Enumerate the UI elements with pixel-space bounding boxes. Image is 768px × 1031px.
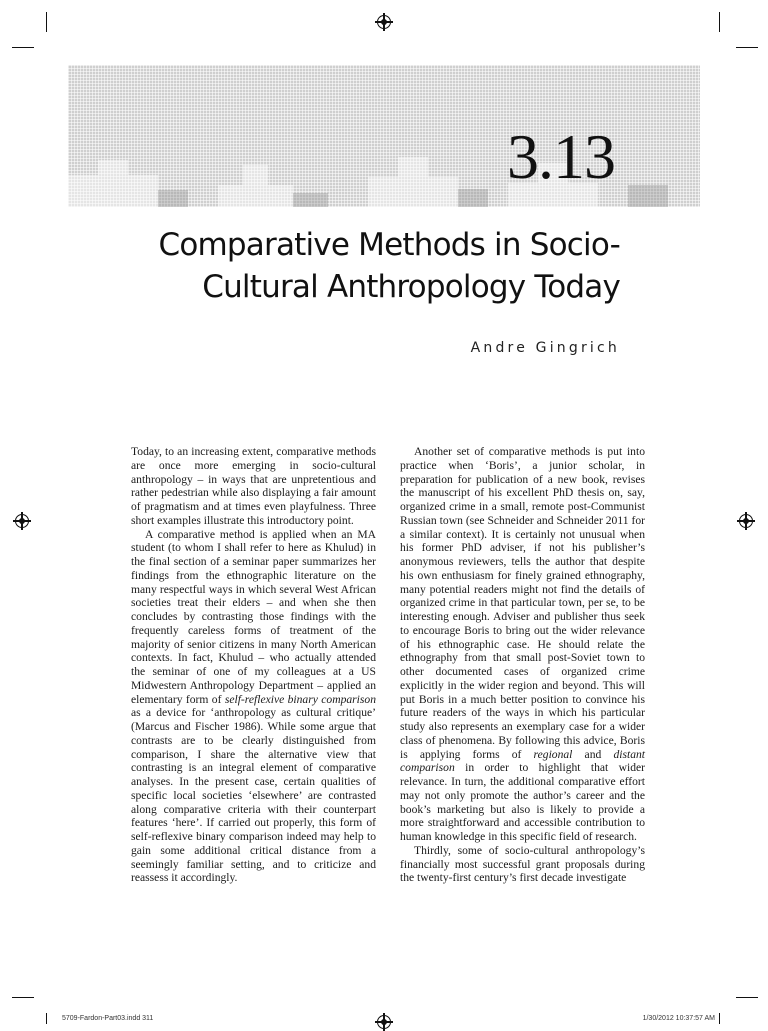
paragraph: Thirdly, some of socio-cultural anthropology’s financially most successful grant proposals during the twenty-first century’s first decade investigate — [400, 843, 645, 885]
emphasis-term: distant comparison — [400, 747, 646, 775]
paragraph-text: in order to highlight that wider relevance. In turn, the additional comparative effort may not only promote the author’s career and the book’s marketing but also is likely to provide a more straightforward and accessible contribution to human knowledge in this specific field of research. — [400, 761, 646, 843]
paragraph-text: Another set of comparative methods is put into practice when ‘Boris’, a junior scholar, in preparation for publication of a new book, revises the manuscript of his excellent PhD thesis on, say, organized crime in a small, remote post-Communist Russian town (see Schneider and Schneider 2011 for a similar context). It is certainly not unusual when his former PhD adviser, if not his publisher’s anonymous reviewers, tells the author that despite his own enthusiasm for finely grained ethnography, many potential readers might not find the details of organized crime in that particular town, per se, to be interesting enough. Adviser and publisher thus seek to encourage Boris to bring out the wider relevance of his ethnographic case. He should relate the ethnography from that small post-Soviet town to other documented cases of organized crime explicitly in the wider region and beyond. This will put Boris in a much better position to convince his future readers of the ways in which his particular study also represents an exemplary case for a wider class of phenomena. By following this advice, Boris is applying forms of — [400, 445, 645, 761]
chapter-header-band — [68, 65, 700, 207]
registration-mark-icon — [739, 514, 753, 528]
paragraph — [400, 445, 645, 844]
paragraph-text: A comparative method is applied when an MA student (to whom I shall refer to here as Khulud) in the final section of a seminar paper summarizes her findings from the ethnographic literature on the many respectful ways in which several West African societies treat their elders – and when she then concludes by contrasting those findings with the frequently careless forms of treatment of the majority of senior citizens in many North American contexts. In fact, Khulud – who actually attended the seminar of one of my colleagues at a US Midwestern Anthropology Department – applied an elementary form of — [131, 527, 376, 706]
crop-mark — [12, 997, 34, 998]
chapter-title — [100, 224, 620, 308]
crop-mark — [46, 1013, 47, 1024]
author-name: Andre Gingrich — [470, 340, 620, 356]
text-column-left — [131, 445, 376, 885]
registration-mark-icon — [377, 1015, 391, 1029]
paragraph — [131, 528, 376, 886]
registration-mark-icon — [15, 514, 29, 528]
chapter-title-line: Cultural Anthropology Today — [202, 269, 620, 305]
emphasis-term: self-reflexive binary comparison — [224, 692, 376, 706]
crop-mark — [736, 47, 758, 48]
crop-mark — [719, 12, 720, 32]
paragraph: Today, to an increasing extent, comparative methods are once more emerging in socio-cultural anthropology – in ways that are unpretentious and rather pedestrian while also displaying a fair amount of pragmatism and at times even playfulness. Three short examples illustrate this introductory point. — [131, 445, 376, 527]
chapter-title-line: Comparative Methods in Socio- — [158, 227, 620, 263]
text-column-right — [400, 445, 645, 885]
chapter-number: 3.13 — [507, 121, 615, 192]
paragraph-text: as a device for ‘anthropology as cultural critique’ (Marcus and Fischer 1986). While some argue that contrasts are to be clearly distinguished from comparison, I share the alternative view that contrasting is an integral element of comparative analyses. In the present case, certain qualities of specific local societies ‘elsewhere’ are contrasted along comparative criteria with their counterpart features ‘here’. If carried out properly, this form of self-reflexive binary comparison indeed may help to gain some additional critical distance from a seemingly familiar setting, and to criticize and reassess it accordingly. — [131, 706, 376, 885]
registration-mark-icon — [377, 15, 391, 29]
crop-mark — [12, 47, 34, 48]
print-slug-file: 5709-Fardon-Part03.indd 311 — [62, 1015, 154, 1022]
print-slug-timestamp: 1/30/2012 10:37:57 AM — [642, 1015, 715, 1022]
crop-mark — [719, 1013, 720, 1024]
crop-mark — [736, 997, 758, 998]
crop-mark — [46, 12, 47, 32]
emphasis-term: regional — [533, 747, 573, 761]
paragraph-text: and — [584, 747, 602, 761]
